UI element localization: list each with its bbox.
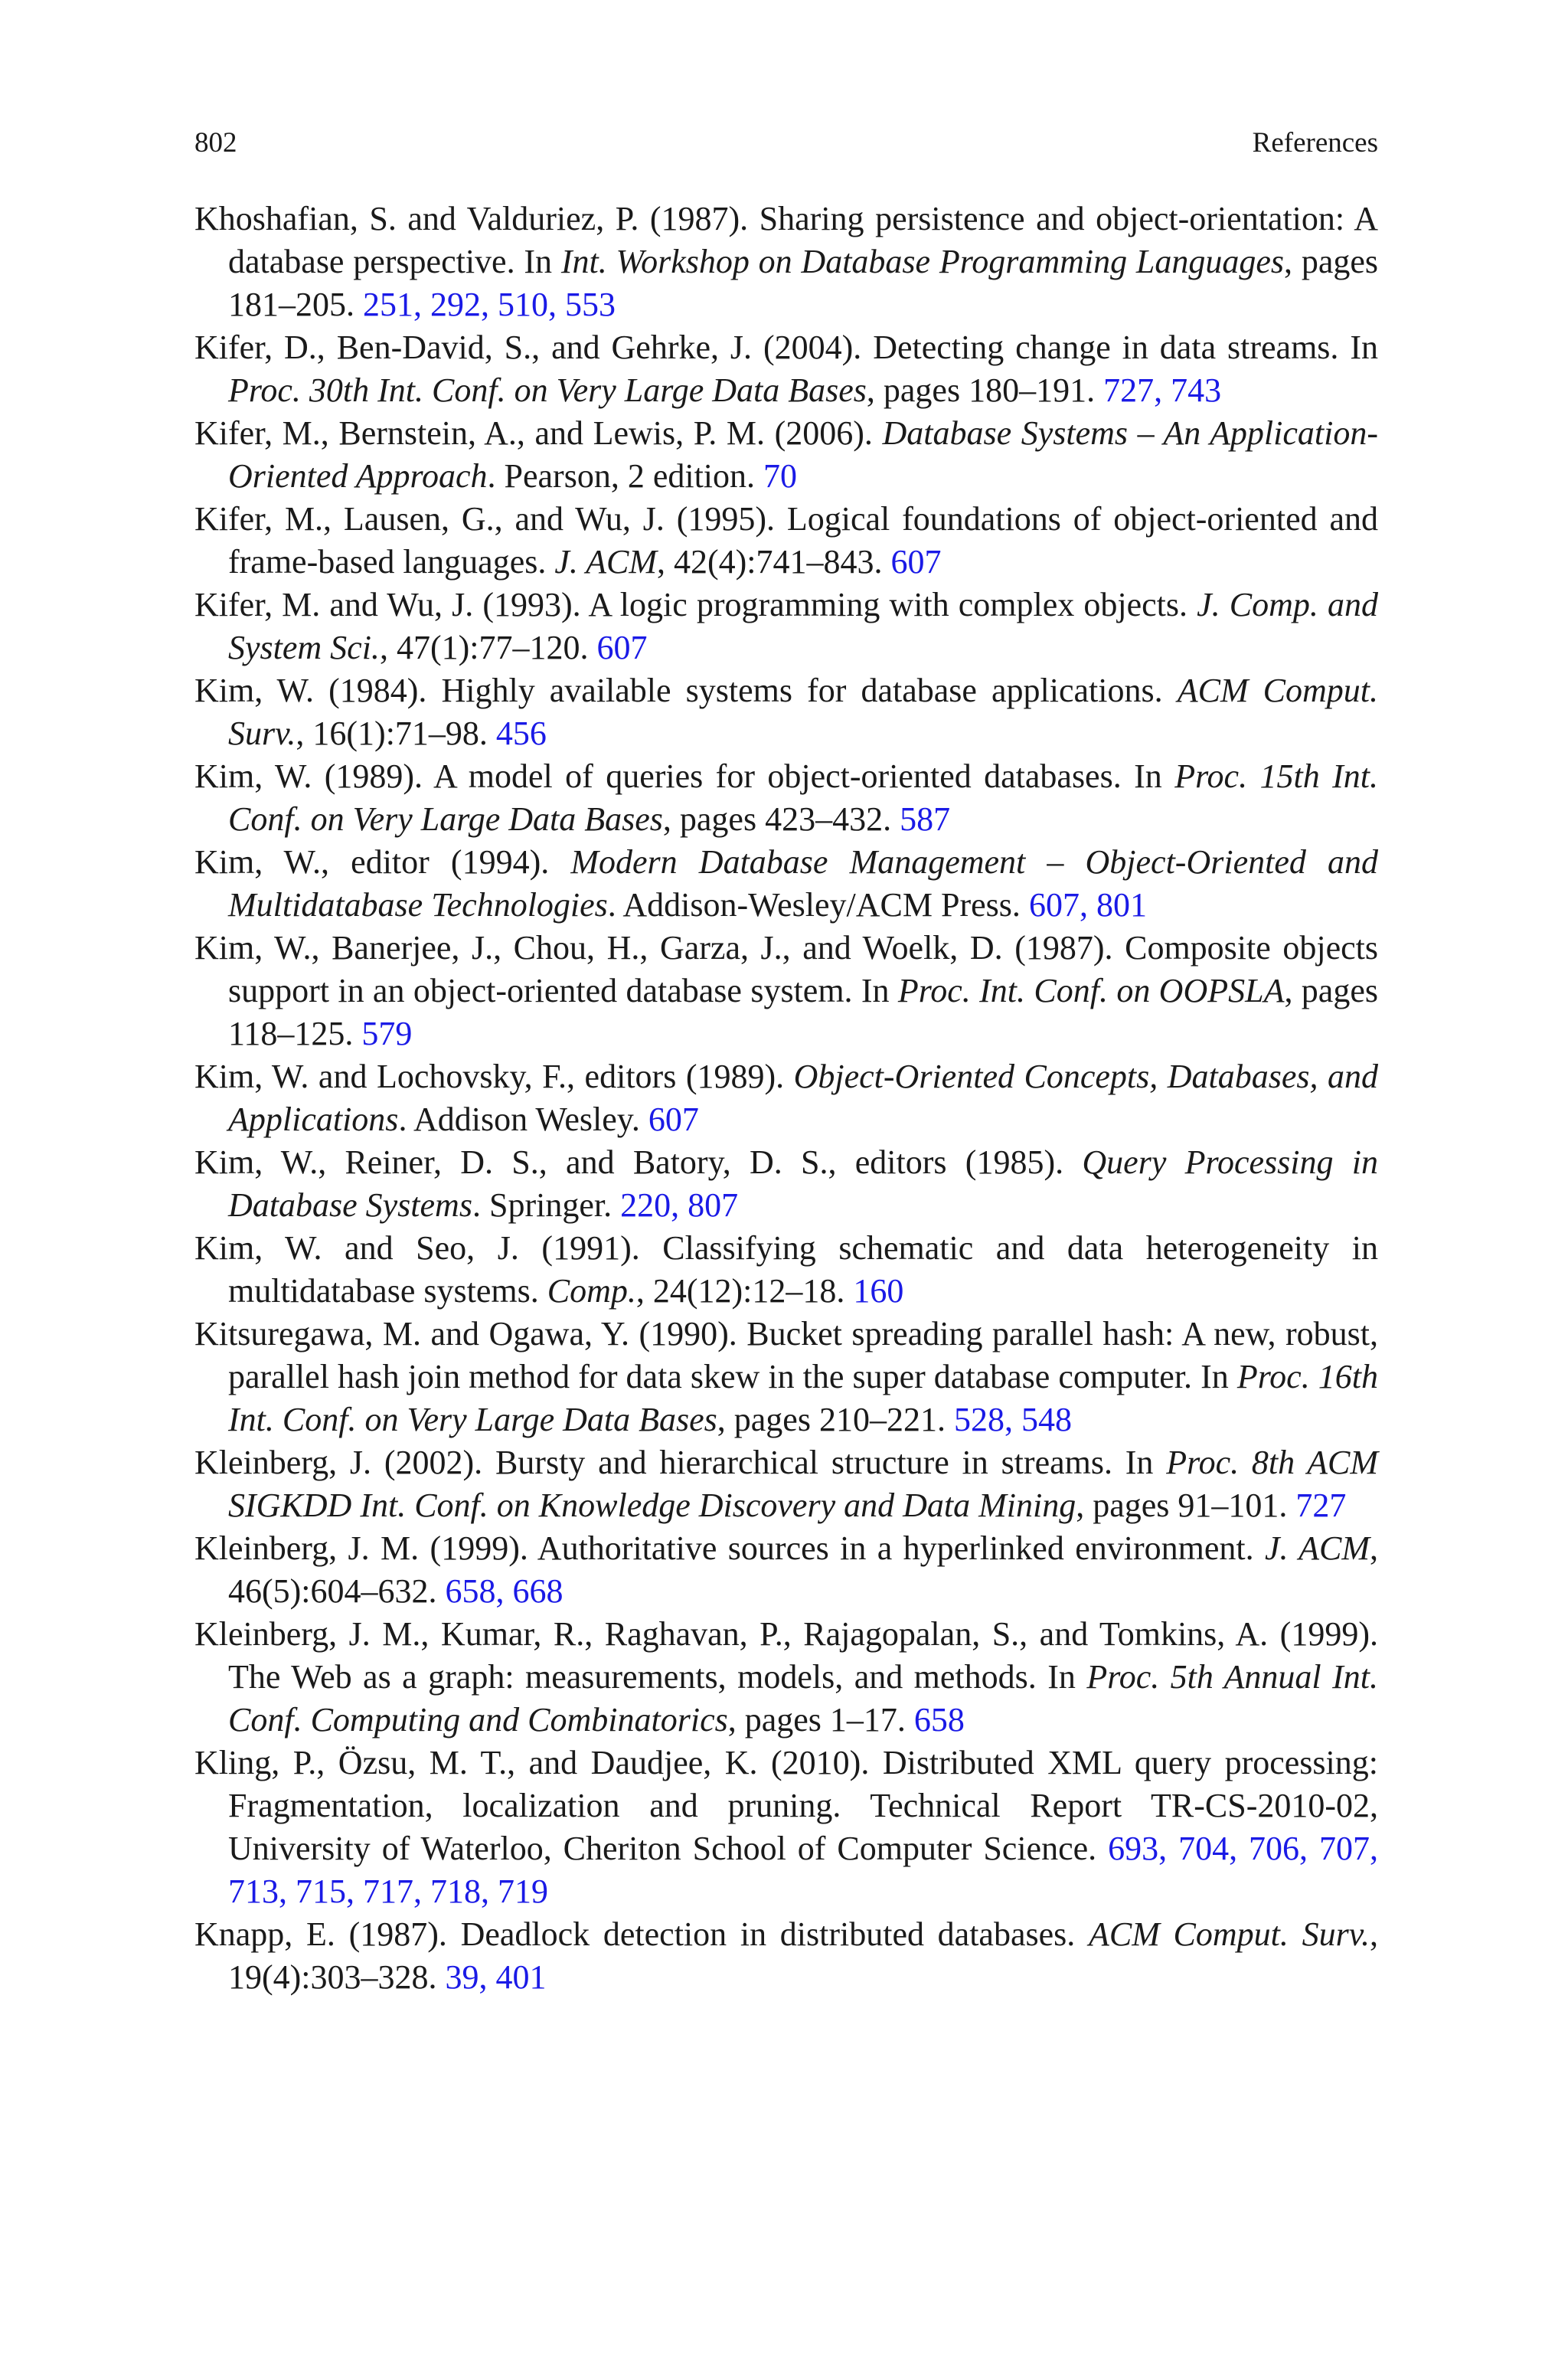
reference-text: Kling, P., Özsu, M. T., and Daudjee, K. (2010). Distributed XML query processing: Fragmentation, localization and pruning. Technical Report TR-CS-2010-02, University of Waterloo, Cheriton School of Computer Science. xyxy=(194,1744,1378,1867)
cited-pages-link[interactable]: 70 xyxy=(763,457,798,495)
cited-pages-link[interactable]: 579 xyxy=(361,1015,413,1052)
reference-venue: Proc. 15th Int. Conf. on Very Large Data Bases xyxy=(228,757,1379,838)
cited-pages-link[interactable]: 607 xyxy=(890,543,942,581)
cited-pages-link[interactable]: 528, 548 xyxy=(953,1401,1072,1438)
cited-pages-link[interactable]: 587 xyxy=(900,800,951,838)
reference-entry xyxy=(194,498,1378,584)
reference-text: Kifer, M. and Wu, J. (1993). A logic programming with complex objects. xyxy=(194,586,1197,623)
reference-entry xyxy=(194,1227,1378,1313)
reference-text: Kim, W. and Seo, J. (1991). Classifying schematic and data heterogeneity in multidatabase systems. xyxy=(194,1229,1378,1310)
reference-entry xyxy=(194,1913,1378,1999)
reference-text: , pages 180–191. xyxy=(866,371,1104,409)
reference-venue: Proc. 30th Int. Conf. on Very Large Data Bases xyxy=(228,371,867,409)
reference-text: , 16(1):71–98. xyxy=(296,715,496,752)
reference-text: , 47(1):77–120. xyxy=(379,629,597,666)
cited-pages-link[interactable]: 607, 801 xyxy=(1028,886,1147,924)
reference-text: Khoshafian, S. and Valduriez, P. (1987). Sharing persistence and object-orientation: A database perspective. In xyxy=(194,200,1378,280)
reference-venue: J. ACM xyxy=(554,543,657,581)
reference-text: Knapp, E. (1987). Deadlock detection in distributed databases. xyxy=(194,1915,1089,1953)
reference-entry xyxy=(194,1055,1378,1141)
cited-pages-link[interactable]: 160 xyxy=(853,1272,904,1310)
cited-pages-link[interactable]: 658, 668 xyxy=(445,1572,564,1610)
reference-text: , pages 423–432. xyxy=(662,800,900,838)
reference-entry xyxy=(194,1141,1378,1227)
reference-venue: Int. Workshop on Database Programming Languages xyxy=(560,243,1285,280)
reference-text: . Addison-Wesley/ACM Press. xyxy=(607,886,1029,924)
reference-text: Kim, W. (1984). Highly available systems for database applications. xyxy=(194,672,1178,709)
reference-entry xyxy=(194,1742,1378,1913)
reference-entry xyxy=(194,755,1378,841)
section-title: References xyxy=(1252,127,1378,159)
cited-pages-link[interactable]: 727 xyxy=(1295,1487,1347,1524)
reference-text: Kifer, D., Ben-David, S., and Gehrke, J. (2004). Detecting change in data streams. In xyxy=(194,329,1378,366)
cited-pages-link[interactable]: 727, 743 xyxy=(1103,371,1222,409)
reference-text: Kim, W. and Lochovsky, F., editors (1989). xyxy=(194,1058,794,1095)
reference-venue: Query Processing in Database Systems xyxy=(228,1143,1379,1224)
cited-pages-link[interactable]: 220, 807 xyxy=(620,1186,739,1224)
reference-venue: Database Systems – An Application-Oriented Approach xyxy=(228,414,1378,495)
reference-text: , 24(12):12–18. xyxy=(635,1272,854,1310)
reference-text: , pages 210–221. xyxy=(717,1401,954,1438)
reference-text: , pages 91–101. xyxy=(1076,1487,1296,1524)
cited-pages-link[interactable]: 39, 401 xyxy=(445,1958,547,1996)
page-number: 802 xyxy=(194,127,237,159)
reference-text: . Springer. xyxy=(472,1186,621,1224)
reference-text: Kleinberg, J. (2002). Bursty and hierarchical structure in streams. In xyxy=(194,1444,1167,1481)
reference-text: , 46(5):604–632. xyxy=(228,1529,1378,1610)
reference-text: Kim, W., Reiner, D. S., and Batory, D. S., editors (1985). xyxy=(194,1143,1083,1181)
reference-text: Kleinberg, J. M., Kumar, R., Raghavan, P., Rajagopalan, S., and Tomkins, A. (1999). The Web as a graph: measurements, models, and methods. In xyxy=(194,1615,1378,1696)
reference-text: Kim, W., Banerjee, J., Chou, H., Garza, J., and Woelk, D. (1987). Composite objects support in an object-oriented database system. In xyxy=(194,929,1378,1009)
reference-venue: Proc. 8th ACM SIGKDD Int. Conf. on Knowledge Discovery and Data Mining xyxy=(228,1444,1379,1524)
reference-text: , pages 181–205. xyxy=(228,243,1378,323)
cited-pages-link[interactable]: 607 xyxy=(596,629,648,666)
reference-text: Kifer, M., Bernstein, A., and Lewis, P. M. (2006). xyxy=(194,414,883,452)
cited-pages-link[interactable]: 456 xyxy=(495,715,547,752)
reference-entry xyxy=(194,412,1378,498)
cited-pages-link[interactable]: 693, 704, 706, 707, 713, 715, 717, 718, 719 xyxy=(228,1830,1378,1910)
reference-venue: Proc. 5th Annual Int. Conf. Computing and Combinatorics xyxy=(228,1658,1378,1739)
reference-entry xyxy=(194,1441,1378,1527)
reference-text: , pages 1–17. xyxy=(727,1701,914,1739)
reference-text: Kim, W., editor (1994). xyxy=(194,843,571,881)
reference-text: , pages 118–125. xyxy=(228,972,1378,1052)
reference-venue: ACM Comput. Surv. xyxy=(228,672,1378,752)
reference-entry xyxy=(194,927,1378,1055)
reference-entry xyxy=(194,669,1378,755)
reference-text: , 42(4):741–843. xyxy=(656,543,891,581)
reference-entry xyxy=(194,1527,1378,1613)
reference-text: Kleinberg, J. M. (1999). Authoritative sources in a hyperlinked environment. xyxy=(194,1529,1265,1567)
cited-pages-link[interactable]: 658 xyxy=(913,1701,965,1739)
reference-entry xyxy=(194,1613,1378,1742)
page-header xyxy=(194,124,1378,162)
reference-entry xyxy=(194,841,1378,927)
reference-list xyxy=(194,198,1378,1999)
reference-venue: J. ACM xyxy=(1264,1529,1370,1567)
reference-text: . Pearson, 2 edition. xyxy=(487,457,764,495)
reference-entry xyxy=(194,1313,1378,1441)
reference-text: Kitsuregawa, M. and Ogawa, Y. (1990). Bucket spreading parallel hash: A new, robust, parallel hash join method for data skew in the super database computer. In xyxy=(194,1315,1378,1395)
reference-text: . Addison Wesley. xyxy=(398,1101,648,1138)
reference-text: , 19(4):303–328. xyxy=(228,1915,1378,1996)
cited-pages-link[interactable]: 251, 292, 510, 553 xyxy=(363,286,616,323)
reference-text: Kim, W. (1989). A model of queries for object-oriented databases. In xyxy=(194,757,1175,795)
reference-text: Kifer, M., Lausen, G., and Wu, J. (1995). Logical foundations of object-oriented and frame-based languages. xyxy=(194,500,1378,581)
reference-venue: Object-Oriented Concepts, Databases, and Applications xyxy=(228,1058,1378,1138)
reference-venue: Comp. xyxy=(547,1272,636,1310)
reference-venue: Proc. Int. Conf. on OOPSLA xyxy=(897,972,1285,1009)
reference-entry xyxy=(194,198,1378,326)
reference-entry xyxy=(194,584,1378,669)
reference-venue: ACM Comput. Surv. xyxy=(1088,1915,1370,1953)
reference-venue: J. Comp. and System Sci. xyxy=(228,586,1378,666)
reference-venue: Modern Database Management – Object-Oriented and Multidatabase Technologies xyxy=(228,843,1378,924)
cited-pages-link[interactable]: 607 xyxy=(648,1101,699,1138)
reference-venue: Proc. 16th Int. Conf. on Very Large Data Bases xyxy=(228,1358,1378,1438)
reference-entry xyxy=(194,326,1378,412)
